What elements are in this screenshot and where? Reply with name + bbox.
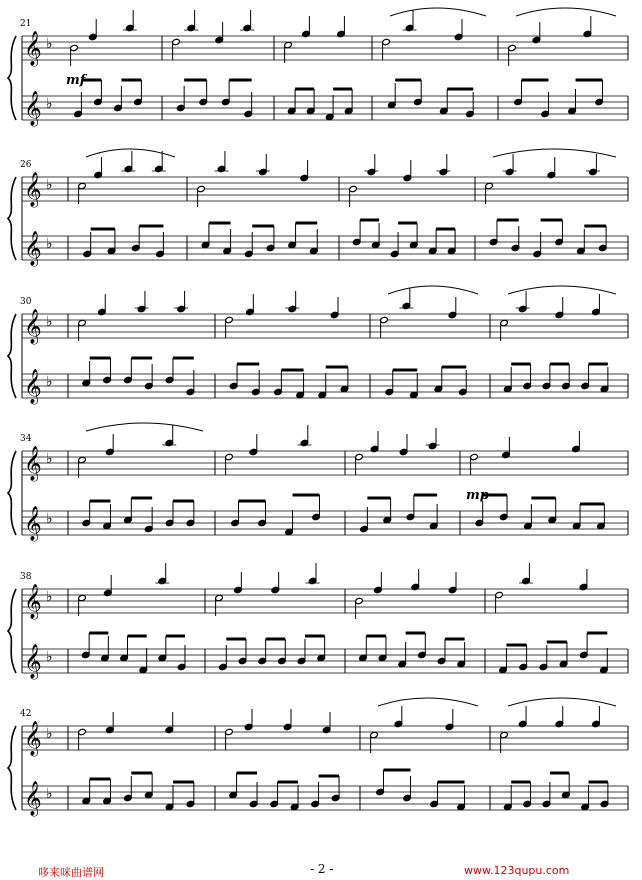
brace [8,726,16,810]
measure-number: 34 [20,434,32,444]
treble-clef-icon: 𝄞 [24,369,42,404]
treble-clef-icon: 𝄞 [24,31,42,66]
site-url-footer: www.123qupu.com [464,864,570,877]
slur [493,149,616,157]
treble-clef-icon: 𝄞 [24,506,42,541]
treble-clef-icon: 𝄞 [24,91,42,126]
flat-key-signature: ♭ [46,451,53,467]
slur [86,423,203,431]
brace [8,177,16,260]
flat-key-signature: ♭ [46,36,53,52]
treble-clef-icon: 𝄞 [24,781,42,816]
slur [516,8,616,16]
slur [86,149,175,157]
treble-clef-icon: 𝄞 [24,446,42,481]
slur [388,286,478,294]
page-number: - 2 - [310,862,334,876]
brace [8,314,16,398]
slur [508,286,616,294]
treble-clef-icon: 𝄞 [24,231,42,266]
dynamic-marking: mp [466,488,489,503]
flat-key-signature: ♭ [46,236,53,252]
flat-key-signature: ♭ [46,314,53,330]
measure-number: 38 [20,572,32,582]
measure-number: 42 [20,709,32,719]
flat-key-signature: ♭ [46,177,53,193]
measure-number: 30 [20,297,32,307]
treble-clef-icon: 𝄞 [24,584,42,619]
site-name-footer: 哆来咪曲谱网 [38,866,104,879]
flat-key-signature: ♭ [46,649,53,665]
brace [8,451,16,535]
brace [8,589,16,673]
treble-clef-icon: 𝄞 [24,172,42,207]
treble-clef-icon: 𝄞 [24,309,42,344]
flat-key-signature: ♭ [46,96,53,112]
flat-key-signature: ♭ [46,589,53,605]
treble-clef-icon: 𝄞 [24,644,42,679]
slur [508,698,616,706]
slur [378,698,478,706]
treble-clef-icon: 𝄞 [24,721,42,756]
dynamic-marking: mf [66,73,86,88]
flat-key-signature: ♭ [46,726,53,742]
flat-key-signature: ♭ [46,511,53,527]
measure-number: 21 [20,19,32,29]
slur [390,8,486,16]
brace [8,36,16,120]
flat-key-signature: ♭ [46,374,53,390]
flat-key-signature: ♭ [46,786,53,802]
measure-number: 26 [20,160,32,170]
